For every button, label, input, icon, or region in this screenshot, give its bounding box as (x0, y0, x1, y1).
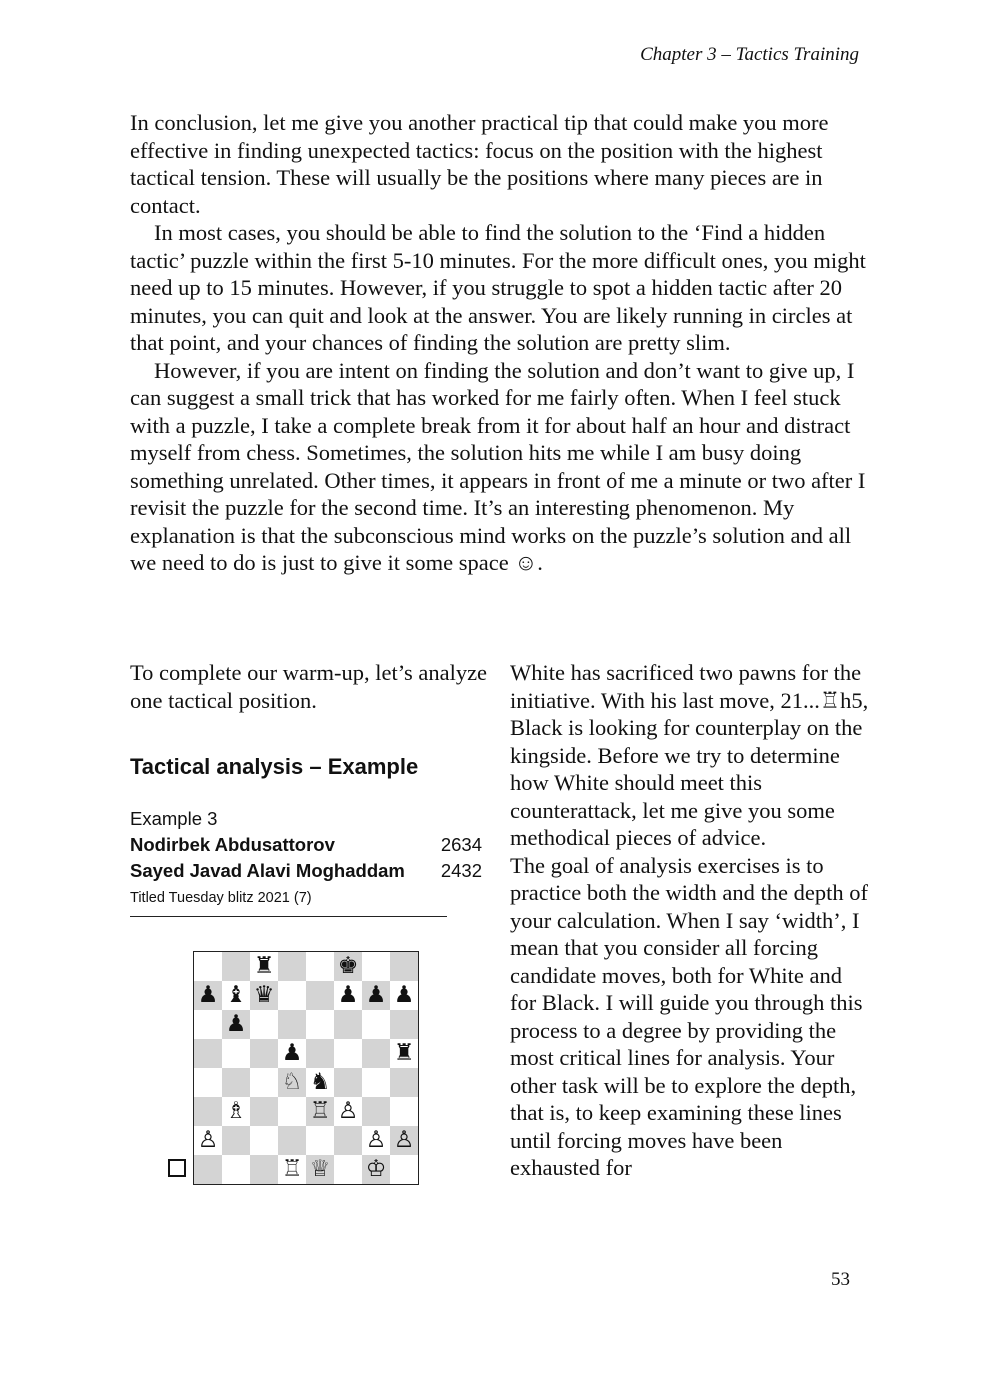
right-column (510, 659, 870, 1182)
board-square-piece: ♟ (278, 1039, 306, 1068)
board-square (194, 1097, 222, 1126)
player-rating: 2634 (440, 834, 482, 855)
paragraph: In conclusion, let me give you another practical tip that could make you more effective in finding unexpected tactics: focus on the position with the highest tactical tension. These will usually be the positions where many pieces are in contact. (130, 110, 829, 218)
chess-board (193, 951, 419, 1185)
board-square-piece: ♙ (194, 1126, 222, 1155)
board-square (390, 1068, 418, 1097)
white-to-move-marker (168, 1159, 186, 1177)
board-square (250, 1010, 278, 1039)
board-square (390, 1155, 418, 1184)
board-square (390, 952, 418, 981)
board-square (306, 1039, 334, 1068)
board-square (334, 1155, 362, 1184)
running-head: Chapter 3 – Tactics Training (640, 44, 859, 65)
event-info: Titled Tuesday blitz 2021 (7) (130, 890, 447, 917)
paragraph: However, if you are intent on finding the solution and don’t want to give up, I can suggest a small trick that has worked for me fairly often. When I feel stuck with a puzzle, I take a complete break from it for about half an hour and distract myself from chess. Sometimes, the solution hits me while I am busy doing something unrelated. Other times, it appears in front of me a minute or two after I revisit the puzzle for the second time. It’s an interesting phenomenon. My explanation is that the subconscious mind works on the puzzle’s solution and all we need to do is just to give it some space ☺. (130, 357, 866, 575)
board-square-piece: ♚ (334, 952, 362, 981)
board-square-piece: ♗ (222, 1097, 250, 1126)
board-square-piece: ♙ (362, 1126, 390, 1155)
left-column (130, 659, 490, 917)
board-square-piece: ♛ (250, 981, 278, 1010)
board-square-piece: ♜ (390, 1039, 418, 1068)
board-square (222, 1039, 250, 1068)
paragraph: The goal of analysis exercises is to practice both the width and the depth of your calculation. When I say ‘width’, I mean that you consider all forcing candidate moves, both for White and for Black. I will guide you through this process to a degree by providing the most critical lines for analysis. Your other task will be to explore the depth, that is, to keep examining these lines until forcing moves have been exhausted for (510, 852, 869, 1180)
board-square (362, 952, 390, 981)
board-square (306, 1126, 334, 1155)
board-square (194, 1068, 222, 1097)
board-square (306, 1010, 334, 1039)
board-square (250, 1039, 278, 1068)
board-square (278, 1126, 306, 1155)
board-square (306, 981, 334, 1010)
board-square-piece: ♟ (334, 981, 362, 1010)
board-square-piece: ♞ (306, 1068, 334, 1097)
board-square (390, 1097, 418, 1126)
board-square (362, 1068, 390, 1097)
intro-text: To complete our warm-up, let’s analyze one tactical position. (130, 660, 488, 713)
board-square (334, 1010, 362, 1039)
board-square (194, 1155, 222, 1184)
board-square-piece: ♕ (306, 1155, 334, 1184)
board-square (222, 1068, 250, 1097)
board-square-piece: ♟ (390, 981, 418, 1010)
board-square (278, 1010, 306, 1039)
board-square (222, 1155, 250, 1184)
board-square-piece: ♙ (334, 1097, 362, 1126)
board-square (334, 1039, 362, 1068)
board-square-piece: ♝ (222, 981, 250, 1010)
board-square (334, 1068, 362, 1097)
page-number: 53 (831, 1269, 850, 1290)
paragraph: White has sacrificed two pawns for the initiative. With his last move, 21...♖h5, Black is looking for counterplay on the kingside. Before we try to determine how White should meet this counterattack, let me give you some methodical pieces of advice. (510, 660, 869, 850)
player-name: Nodirbek Abdusattorov (130, 834, 335, 855)
board-square (194, 1039, 222, 1068)
board-square (278, 981, 306, 1010)
example-label: Example 3 (130, 808, 218, 829)
board-square (278, 1097, 306, 1126)
player-rating: 2432 (440, 860, 482, 881)
board-square (250, 1097, 278, 1126)
board-square-piece: ♙ (390, 1126, 418, 1155)
board-square (222, 952, 250, 981)
board-square (250, 1126, 278, 1155)
board-square (390, 1010, 418, 1039)
player-row-white (130, 834, 482, 856)
player-row-black (130, 860, 482, 882)
board-square (334, 1126, 362, 1155)
board-square-piece: ♟ (362, 981, 390, 1010)
board-square-piece: ♟ (194, 981, 222, 1010)
section-heading: Tactical analysis – Example (130, 754, 419, 779)
board-square-piece: ♟ (222, 1010, 250, 1039)
board-square (222, 1126, 250, 1155)
board-square (362, 1010, 390, 1039)
chess-board-diagram (193, 951, 419, 1185)
board-square-piece: ♜ (250, 952, 278, 981)
board-square (278, 952, 306, 981)
body-text (130, 109, 866, 577)
board-square (250, 1155, 278, 1184)
board-square-piece: ♖ (278, 1155, 306, 1184)
board-square-piece: ♖ (306, 1097, 334, 1126)
board-square (194, 952, 222, 981)
board-square-piece: ♔ (362, 1155, 390, 1184)
paragraph: In most cases, you should be able to find the solution to the ‘Find a hidden tactic’ puzzle within the first 5-10 minutes. For the more difficult ones, you might need up to 15 minutes. However, if you struggle to spot a hidden tactic after 20 minutes, you can quit and look at the answer. You are likely running in circles at that point, and your chances of finding the solution are pretty slim. (130, 220, 866, 355)
player-name: Sayed Javad Alavi Moghaddam (130, 860, 405, 881)
board-square-piece: ♘ (278, 1068, 306, 1097)
board-square (362, 1097, 390, 1126)
board-square (250, 1068, 278, 1097)
board-square (194, 1010, 222, 1039)
board-square (362, 1039, 390, 1068)
board-square (306, 952, 334, 981)
